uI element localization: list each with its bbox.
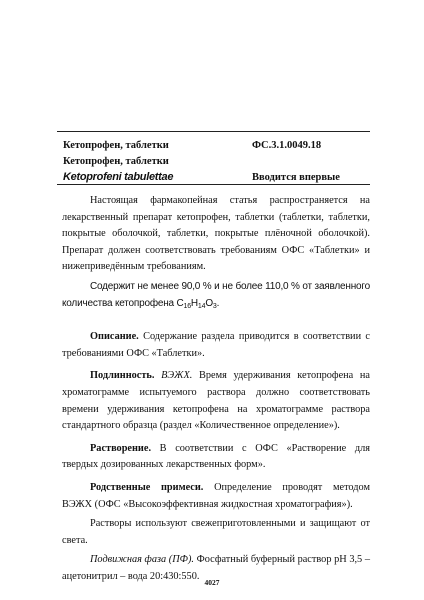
identity-method: ВЭЖХ. — [154, 370, 193, 382]
dissolution-paragraph — [62, 441, 370, 474]
formula-subscript-h: 14 — [197, 302, 206, 310]
title-latin: Ketoprofeni tabulettae — [63, 171, 174, 183]
content-end: . — [216, 297, 220, 309]
identity-paragraph — [62, 368, 370, 434]
intro-paragraph: Настоящая фармакопейная статья распространяется на лекарственный препарат кетопрофен, таблетки (таблетки, таблетки, покрытые оболочкой, таблетки, покрытые плёночной оболочкой). Препарат должен соответствовать требованиям ОФС «Таблетки» и нижеприведённым требованиям. — [62, 195, 370, 273]
dissolution-label: Растворение. — [90, 442, 152, 454]
title-russian-1: Кетопрофен, таблетки — [63, 140, 169, 151]
mobile-phase-label: Подвижная фаза (ПФ). — [90, 554, 194, 566]
header-top-rule — [57, 131, 370, 132]
content-paragraph — [62, 279, 370, 312]
dissolution-text: В соответствии с ОФС «Растворение для твердых дозированных лекарственных форм». — [62, 442, 370, 471]
monograph-code: ФС.3.1.0049.18 — [252, 140, 322, 151]
description-paragraph — [62, 329, 370, 362]
description-label: Описание. — [90, 331, 139, 343]
related-impurities-paragraph — [62, 480, 370, 513]
content-text: Содержит не менее 90,0 % и не более 110,0 % от заявленного количества кетопрофена C — [62, 280, 370, 309]
status-text: Вводится впервые — [252, 172, 340, 183]
monograph-body — [62, 193, 370, 585]
formula-h: H — [190, 297, 198, 309]
page-number: 4027 — [204, 578, 220, 587]
formula-subscript-c: 16 — [183, 302, 191, 310]
solutions-paragraph: Растворы используют свежеприготовленными и защищают от света. — [62, 518, 370, 546]
title-russian-2: Кетопрофен, таблетки — [63, 156, 169, 167]
formula-o: O — [205, 297, 213, 309]
description-text: Содержание раздела приводится в соответствии с требованиями ОФС «Таблетки». — [62, 331, 370, 359]
related-impurities-label: Родственные примеси. — [90, 481, 204, 493]
mobile-phase-text: Фосфатный буферный раствор pH 3,5 – ацетонитрил – вода 20:430:550. — [62, 554, 370, 582]
identity-text: Время удерживания кетопрофена на хроматограмме испытуемого раствора должно соответствовать времени удерживания кетопрофена на хроматограмме раствора стандартного образца (раздел «Количественное определение»). — [62, 370, 370, 432]
related-impurities-text: Определение проводят методом ВЭЖХ (ОФС «Высокоэффективная жидкостная хроматография»). — [62, 481, 370, 510]
formula-subscript-o: 3 — [212, 302, 217, 310]
identity-label: Подлинность. — [90, 370, 155, 382]
header-bottom-rule — [57, 184, 370, 185]
